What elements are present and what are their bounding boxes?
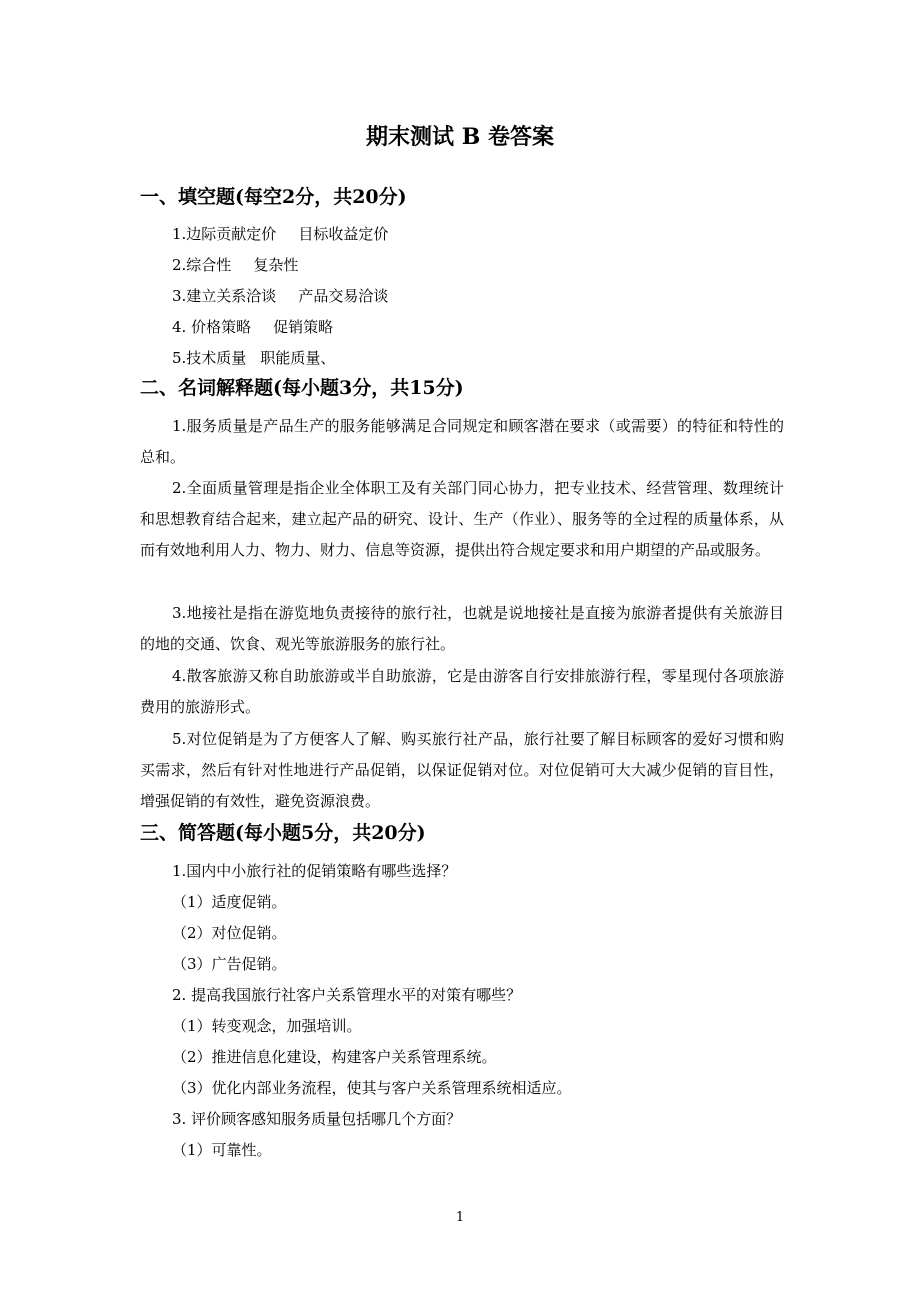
answer-line: [172, 347, 335, 369]
answer-b: 职能质量、: [260, 349, 336, 367]
section-heading-definitions: 二、名词解释题(每小题3分，共15分): [140, 377, 464, 399]
short-answer-line: （1）可靠性。: [172, 1141, 272, 1159]
short-answer-line: （3）优化内部业务流程，使其与客户关系管理系统相适应。: [172, 1079, 572, 1097]
definition-paragraph: 4.散客旅游又称自助旅游或半自助旅游，它是由游客自行安排旅游行程，零星现付各项旅游费用的旅游形式。: [140, 667, 784, 716]
short-answer-line: （2）对位促销。: [172, 924, 287, 942]
definition-paragraph: 1.服务质量是产品生产的服务能够满足合同规定和顾客潜在要求（或需要）的特征和特性的总和。: [140, 417, 784, 466]
short-answer-line: （3）广告促销。: [172, 955, 287, 973]
answer-a: 3.建立关系洽谈: [172, 287, 277, 305]
answer-a: 4. 价格策略: [172, 318, 252, 336]
answer-line: [172, 254, 298, 276]
answer-a: 1.边际贡献定价: [172, 225, 277, 243]
definition-paragraph: 2.全面质量管理是指企业全体职工及有关部门同心协力，把专业技术、经营管理、数理统计和思想教育结合起来，建立起产品的研究、设计、生产（作业）、服务等的全过程的质量体系，从而有效地利用人力、物力、财力、信息等资源，提供出符合规定要求和用户期望的产品或服务。: [140, 479, 784, 559]
short-answer-line: 3. 评价顾客感知服务质量包括哪几个方面？: [172, 1110, 462, 1128]
definition-paragraph: 5.对位促销是为了方便客人了解、购买旅行社产品，旅行社要了解目标顾客的爱好习惯和购买需求，然后有针对性地进行产品促销，以保证促销对位。对位促销可大大减少促销的盲目性，增强促销的有效性，避免资源浪费。: [140, 730, 784, 810]
answer-b: 促销策略: [273, 318, 334, 336]
short-answer-line: 2. 提高我国旅行社客户关系管理水平的对策有哪些？: [172, 986, 522, 1004]
answer-b: 复杂性: [253, 256, 299, 274]
answer-line: [172, 223, 388, 245]
answer-a: 2.综合性: [172, 256, 232, 274]
definition-paragraph: 3.地接社是指在游览地负责接待的旅行社，也就是说地接社是直接为旅游者提供有关旅游目的地的交通、饮食、观光等旅游服务的旅行社。: [140, 604, 784, 653]
answer-line: [172, 285, 388, 307]
short-answer-line: （2）推进信息化建设，构建客户关系管理系统。: [172, 1048, 497, 1066]
answer-b: 目标收益定价: [298, 225, 389, 243]
short-answer-line: 1.国内中小旅行社的促销策略有哪些选择？: [172, 862, 457, 880]
answer-b: 产品交易洽谈: [298, 287, 389, 305]
document-title: 期末测试 B 卷答案: [366, 124, 554, 150]
answer-a: 5.技术质量: [172, 349, 247, 367]
answer-line: [172, 316, 333, 338]
section-heading-fill-in: 一、填空题(每空2分，共20分): [140, 186, 407, 208]
short-answer-line: （1）转变观念，加强培训。: [172, 1017, 362, 1035]
page-number: 1: [455, 1210, 465, 1225]
section-heading-short-answer: 三、简答题(每小题5分，共20分): [140, 822, 426, 844]
short-answer-line: （1）适度促销。: [172, 893, 287, 911]
